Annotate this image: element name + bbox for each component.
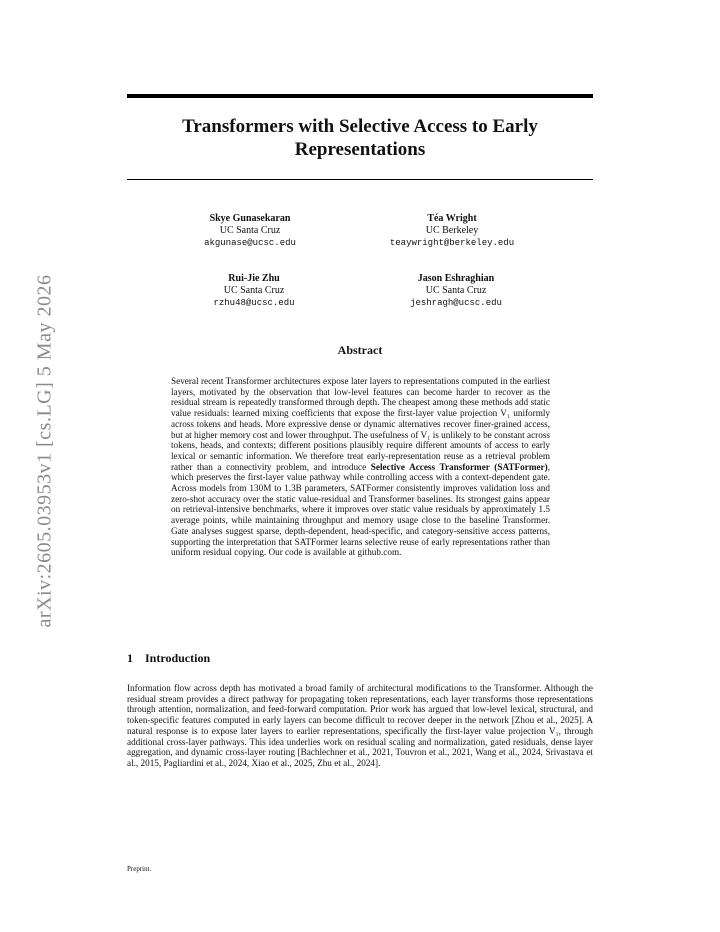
paper-title: [127, 115, 593, 161]
arxiv-identifier-stamp: arXiv:2605.03953v1 [cs.LG] 5 May 2026: [33, 274, 56, 628]
paper-title-line-1: Transformers with Selective Access to Early: [182, 116, 538, 137]
section-number: 1: [127, 651, 133, 665]
author-block: [356, 273, 556, 309]
author-block: [150, 213, 350, 249]
title-top-rule: [127, 94, 593, 98]
abstract-method-name: Selective Access Transformer (SATFormer): [370, 461, 548, 472]
abstract-heading: Abstract: [337, 343, 383, 357]
author-name: Téa Wright: [427, 213, 477, 224]
abstract-text: [171, 376, 550, 558]
introduction-paragraph: Information flow across depth has motivated a broad family of architectural modifications to the Transformer. Although the residual stream provides a direct pathway for propagating token representations, each layer transforms those representations through attention, normalization, and feed-forward computation. Prior work has argued that low-level lexical, structural, and token-specific features computed in early layers can become difficult to recover deeper in the network [Zhou et al., 2025]. A natural response is to expose later layers to earlier representations, specifically the first-layer value projection V₁, through additional cross-layer pathways. This idea underlies work on residual scaling and normalization, gated residuals, dense layer aggregation, and dynamic cross-layer routing [Bachlechner et al., 2021, Touvron et al., 2021, Wang et al., 2024, Srivastava et al., 2015, Pagliardini et al., 2024, Xiao et al., 2025, Zhu et al., 2024].: [127, 683, 593, 768]
author-block: [352, 213, 552, 249]
preprint-footer: Preprint.: [127, 865, 152, 873]
title-bottom-rule: [127, 179, 593, 180]
abstract-text-part-1: Several recent Transformer architectures expose later layers to representations computed in the earliest layers, motivated by the observation that low-level features can become harder to recover as the residual stream is repeatedly transformed through depth. The cheapest among these methods add static value residuals: learned mixing coefficients that expose the first-layer value projection V₁ uniformly across tokens and heads. More expressive dense or dynamic alternatives recover finer-grained access, but at higher memory cost and lower throughput. The usefulness of V₁ is unlikely to be constant across tokens, heads, and contexts; different positions plausibly require different amounts of access to early lexical or semantic information. We therefore treat early-representation reuse as a retrieval problem rather than a connectivity problem, and introduce: [171, 376, 550, 472]
author-name: Skye Gunasekaran: [209, 213, 291, 224]
author-affiliation: UC Berkeley: [425, 225, 479, 236]
author-block: [154, 273, 354, 309]
author-affiliation: UC Santa Cruz: [219, 225, 281, 236]
section-heading-introduction: [127, 651, 210, 666]
author-email: jeshragh@ucsc.edu: [410, 298, 502, 308]
abstract-text-part-2: , which preserves the first-layer value pathway while controlling access with a context-dependent gate. Across models from 130M to 1.3B parameters, SATFormer consistently improves validation loss and zero-shot accuracy over the static value-residual and Transformer baselines. Its strongest gains appear on retrieval-intensive benchmarks, where it improves over static value residuals by approximately 1.5 average points, while maintaining throughput and memory usage close to the baseline Transformer. Gate analyses suggest sparse, depth-dependent, head-specific, and category-sensitive access patterns, supporting the interpretation that SATFormer learns selective reuse of early representations rather than uniform residual copying. Our code is available at github.com.: [171, 461, 550, 558]
author-name: Rui-Jie Zhu: [228, 273, 280, 284]
author-email: akgunase@ucsc.edu: [204, 238, 296, 248]
section-title: Introduction: [145, 651, 211, 665]
author-name: Jason Eshraghian: [417, 273, 495, 284]
author-email: rzhu48@ucsc.edu: [213, 298, 295, 308]
author-affiliation: UC Santa Cruz: [223, 285, 285, 296]
author-email: teaywright@berkeley.edu: [389, 238, 515, 248]
paper-title-line-2: Representations: [294, 139, 426, 160]
author-affiliation: UC Santa Cruz: [425, 285, 487, 296]
